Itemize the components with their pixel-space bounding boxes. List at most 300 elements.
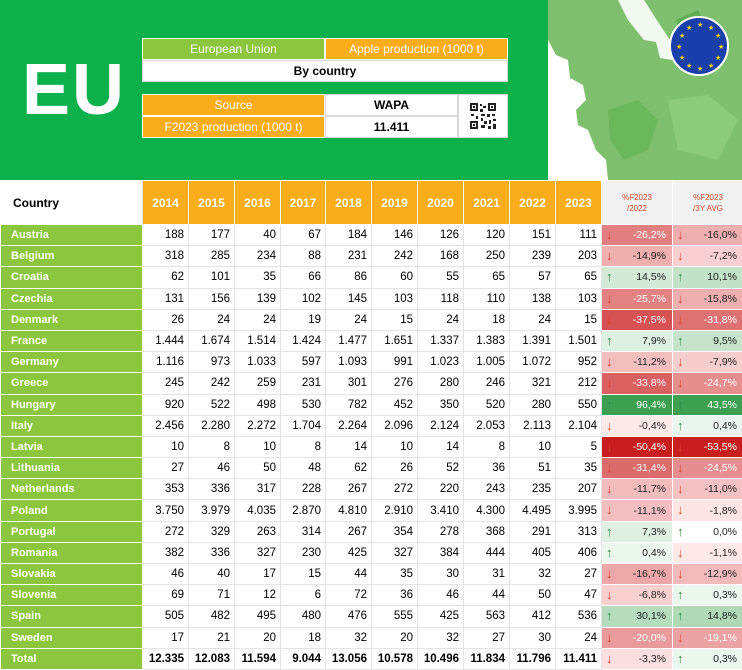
production-value: 110 <box>464 288 510 309</box>
pct-value: -1,1% <box>710 547 737 559</box>
production-table <box>0 180 742 670</box>
pct-value: -31,4% <box>633 462 666 474</box>
pct-change-vs-2022 <box>602 500 673 521</box>
pct-change-vs-2022 <box>602 564 673 585</box>
pct-value: -11,2% <box>634 356 667 368</box>
production-value: 782 <box>326 394 372 415</box>
production-value: 220 <box>418 479 464 500</box>
production-value: 86 <box>326 267 372 288</box>
production-value: 242 <box>372 246 418 267</box>
arrow-down-icon: ↓ <box>606 482 613 495</box>
production-value: 102 <box>281 288 326 309</box>
production-value: 9.044 <box>281 648 326 669</box>
production-value: 18 <box>464 309 510 330</box>
production-value: 146 <box>372 225 418 246</box>
production-value: 10 <box>143 436 189 457</box>
production-value: 482 <box>189 606 235 627</box>
production-value: 1.116 <box>143 352 189 373</box>
pct-value: 30,1% <box>636 610 666 622</box>
arrow-up-icon: ↑ <box>677 525 684 538</box>
production-value: 62 <box>143 267 189 288</box>
arrow-up-icon: ↑ <box>606 398 613 411</box>
total-label: Total <box>1 648 143 669</box>
breakdown-label: By country <box>142 60 508 82</box>
production-value: 920 <box>143 394 189 415</box>
year-header: 2018 <box>326 181 372 225</box>
arrow-down-icon: ↓ <box>677 292 684 305</box>
table-row <box>1 415 742 436</box>
production-value: 3.410 <box>418 500 464 521</box>
arrow-up-icon: ↑ <box>677 609 684 622</box>
production-value: 10 <box>235 436 281 457</box>
country-name: Slovenia <box>1 585 143 606</box>
table-row <box>1 288 742 309</box>
production-value: 406 <box>556 542 602 563</box>
arrow-down-icon: ↓ <box>677 313 684 326</box>
production-value: 46 <box>143 564 189 585</box>
pct-change-vs-2022 <box>602 585 673 606</box>
production-value: 228 <box>281 479 326 500</box>
production-value: 35 <box>235 267 281 288</box>
pct-change-vs-2022 <box>602 648 673 669</box>
table-header-row <box>1 181 742 225</box>
production-value: 24 <box>510 309 556 330</box>
production-value: 47 <box>556 585 602 606</box>
pct-change-vs-2022 <box>602 542 673 563</box>
arrow-up-icon: ↑ <box>606 270 613 283</box>
country-name: Slovakia <box>1 564 143 585</box>
pct-value: -33,8% <box>633 377 666 389</box>
pct-change-vs-2022 <box>602 246 673 267</box>
arrow-down-icon: ↓ <box>606 440 613 453</box>
production-value: 46 <box>189 458 235 479</box>
pct-change-vs-2022 <box>602 352 673 373</box>
production-value: 20 <box>372 627 418 648</box>
production-value: 10.578 <box>372 648 418 669</box>
production-value: 12.083 <box>189 648 235 669</box>
arrow-down-icon: ↓ <box>677 567 684 580</box>
pct-change-vs-3y-avg <box>673 352 742 373</box>
production-value: 48 <box>281 458 326 479</box>
country-name: Lithuania <box>1 458 143 479</box>
production-value: 30 <box>418 564 464 585</box>
country-name: Spain <box>1 606 143 627</box>
production-value: 44 <box>326 564 372 585</box>
production-value: 50 <box>510 585 556 606</box>
production-value: 382 <box>143 542 189 563</box>
production-value: 550 <box>556 394 602 415</box>
production-value: 301 <box>326 373 372 394</box>
production-value: 126 <box>418 225 464 246</box>
pct-value: -24,5% <box>704 462 737 474</box>
arrow-down-icon: ↓ <box>606 292 613 305</box>
production-value: 495 <box>235 606 281 627</box>
production-value: 1.033 <box>235 352 281 373</box>
production-value: 425 <box>418 606 464 627</box>
arrow-up-icon: ↑ <box>606 525 613 538</box>
pct-value: -25,7% <box>633 293 666 305</box>
pct-change-vs-3y-avg <box>673 288 742 309</box>
arrow-down-icon: ↓ <box>677 503 684 516</box>
production-value: 14 <box>418 436 464 457</box>
country-column-header: Country <box>1 181 143 225</box>
year-header: 2015 <box>189 181 235 225</box>
production-value: 2.113 <box>510 415 556 436</box>
pct-change-vs-3y-avg <box>673 521 742 542</box>
production-value: 69 <box>143 585 189 606</box>
production-value: 1.674 <box>189 330 235 351</box>
production-value: 55 <box>418 267 464 288</box>
pct-value: -11,7% <box>634 483 667 495</box>
table-row <box>1 542 742 563</box>
pct-value: -53,5% <box>704 441 737 453</box>
arrow-down-icon: ↓ <box>677 228 684 241</box>
production-value: 13.056 <box>326 648 372 669</box>
production-value: 12.335 <box>143 648 189 669</box>
production-value: 313 <box>556 521 602 542</box>
arrow-down-icon: ↓ <box>606 461 613 474</box>
production-value: 11.411 <box>556 648 602 669</box>
pct-value: 0,4% <box>642 547 666 559</box>
production-value: 1.072 <box>510 352 556 373</box>
production-value: 8 <box>464 436 510 457</box>
production-value: 27 <box>556 564 602 585</box>
table-row <box>1 373 742 394</box>
production-value: 52 <box>418 458 464 479</box>
production-value: 2.264 <box>326 415 372 436</box>
country-name: Poland <box>1 500 143 521</box>
pct-change-vs-3y-avg <box>673 267 742 288</box>
production-value: 425 <box>326 542 372 563</box>
eu-flag-icon: ★ ★ ★ ★ ★ ★ ★ ★ ★ ★ ★ ★ <box>669 16 729 76</box>
pct-value: 0,3% <box>713 589 737 601</box>
pct-change-vs-3y-avg <box>673 394 742 415</box>
arrow-down-icon: ↓ <box>606 567 613 580</box>
production-value: 505 <box>143 606 189 627</box>
production-value: 15 <box>556 309 602 330</box>
pct-value: 96,4% <box>636 399 666 411</box>
production-value: 44 <box>464 585 510 606</box>
table-row <box>1 267 742 288</box>
source-label: Source <box>142 94 325 116</box>
production-value: 353 <box>143 479 189 500</box>
production-value: 15 <box>281 564 326 585</box>
pct-value: 43,5% <box>707 399 737 411</box>
arrow-down-icon: ↓ <box>606 503 613 516</box>
pct-change-vs-2022 <box>602 330 673 351</box>
total-row <box>1 648 742 669</box>
production-value: 1.514 <box>235 330 281 351</box>
production-value: 4.035 <box>235 500 281 521</box>
production-value: 103 <box>372 288 418 309</box>
pct-header-line: /2022 <box>602 203 672 214</box>
pct-change-vs-2022 <box>602 479 673 500</box>
pct-change-vs-2022 <box>602 309 673 330</box>
pct-value: -3,3% <box>639 653 666 665</box>
production-value: 1.477 <box>326 330 372 351</box>
production-value: 32 <box>418 627 464 648</box>
production-value: 480 <box>281 606 326 627</box>
pct-change-vs-3y-avg <box>673 500 742 521</box>
arrow-down-icon: ↓ <box>677 461 684 474</box>
pct-change-vs-3y-avg <box>673 225 742 246</box>
production-value: 10 <box>372 436 418 457</box>
pct-change-vs-2022 <box>602 225 673 246</box>
pct-change-vs-3y-avg <box>673 564 742 585</box>
pct-change-vs-3y-avg <box>673 542 742 563</box>
pct-value: -15,8% <box>704 293 737 305</box>
production-value: 1.704 <box>281 415 326 436</box>
production-value: 17 <box>143 627 189 648</box>
table-row <box>1 627 742 648</box>
production-value: 26 <box>143 309 189 330</box>
table-row <box>1 585 742 606</box>
production-value: 66 <box>281 267 326 288</box>
production-value: 336 <box>189 542 235 563</box>
arrow-up-icon: ↑ <box>677 334 684 347</box>
production-value: 21 <box>189 627 235 648</box>
arrow-down-icon: ↓ <box>606 313 613 326</box>
production-value: 246 <box>464 373 510 394</box>
source-value: WAPA <box>325 94 458 116</box>
production-value: 2.104 <box>556 415 602 436</box>
production-value: 26 <box>372 458 418 479</box>
production-value: 4.810 <box>326 500 372 521</box>
production-value: 101 <box>189 267 235 288</box>
production-value: 57 <box>510 267 556 288</box>
production-value: 267 <box>326 479 372 500</box>
production-value: 139 <box>235 288 281 309</box>
table-row <box>1 606 742 627</box>
production-value: 2.124 <box>418 415 464 436</box>
production-value: 452 <box>372 394 418 415</box>
pct-header-line: %F2023 <box>673 192 742 203</box>
pct-value: -20,0% <box>633 632 666 644</box>
pct-change-vs-3y-avg <box>673 246 742 267</box>
production-value: 1.501 <box>556 330 602 351</box>
production-value: 384 <box>418 542 464 563</box>
pct-value: -24,7% <box>704 377 737 389</box>
arrow-down-icon: ↓ <box>677 440 684 453</box>
production-value: 62 <box>326 458 372 479</box>
table-row <box>1 330 742 351</box>
production-value: 329 <box>189 521 235 542</box>
production-value: 17 <box>235 564 281 585</box>
pct-change-vs-3y-avg <box>673 330 742 351</box>
table-row <box>1 521 742 542</box>
production-value: 536 <box>556 606 602 627</box>
production-value: 203 <box>556 246 602 267</box>
production-value: 285 <box>189 246 235 267</box>
production-value: 1.023 <box>418 352 464 373</box>
production-value: 991 <box>372 352 418 373</box>
production-value: 184 <box>326 225 372 246</box>
year-header: 2021 <box>464 181 510 225</box>
production-value: 31 <box>464 564 510 585</box>
table-row <box>1 500 742 521</box>
arrow-up-icon: ↑ <box>677 270 684 283</box>
production-value: 35 <box>372 564 418 585</box>
production-value: 317 <box>235 479 281 500</box>
production-value: 350 <box>418 394 464 415</box>
arrow-down-icon: ↓ <box>677 249 684 262</box>
year-header: 2017 <box>281 181 326 225</box>
arrow-up-icon: ↑ <box>606 334 613 347</box>
production-value: 231 <box>281 373 326 394</box>
pct-value: -1,8% <box>710 505 737 517</box>
country-name: Belgium <box>1 246 143 267</box>
production-value: 32 <box>510 564 556 585</box>
production-value: 231 <box>326 246 372 267</box>
pct-change-vs-3y-avg <box>673 627 742 648</box>
year-header: 2014 <box>143 181 189 225</box>
arrow-down-icon: ↓ <box>606 249 613 262</box>
production-value: 8 <box>189 436 235 457</box>
arrow-up-icon: ↑ <box>677 398 684 411</box>
production-value: 3.979 <box>189 500 235 521</box>
pct-change-vs-2022 <box>602 458 673 479</box>
production-value: 2.910 <box>372 500 418 521</box>
production-value: 65 <box>464 267 510 288</box>
production-value: 5 <box>556 436 602 457</box>
production-value: 2.096 <box>372 415 418 436</box>
production-value: 40 <box>189 564 235 585</box>
pct-change-vs-2022 <box>602 288 673 309</box>
production-value: 24 <box>235 309 281 330</box>
pct-value: -11,1% <box>634 505 667 517</box>
qr-code-icon <box>458 94 508 138</box>
production-value: 555 <box>372 606 418 627</box>
production-value: 318 <box>143 246 189 267</box>
country-name: Czechia <box>1 288 143 309</box>
production-value: 24 <box>326 309 372 330</box>
pct-change-vs-3y-avg <box>673 458 742 479</box>
production-value: 230 <box>281 542 326 563</box>
production-value: 1.337 <box>418 330 464 351</box>
production-value: 243 <box>464 479 510 500</box>
pct-change-vs-3y-avg <box>673 585 742 606</box>
year-header: 2016 <box>235 181 281 225</box>
production-value: 4.495 <box>510 500 556 521</box>
pct-change-vs-3y-avg <box>673 606 742 627</box>
production-value: 405 <box>510 542 556 563</box>
pct-vs-3y-avg-header <box>673 181 742 225</box>
table-row <box>1 246 742 267</box>
pct-value: 10,1% <box>707 271 737 283</box>
arrow-down-icon: ↓ <box>606 588 613 601</box>
production-value: 239 <box>510 246 556 267</box>
arrow-down-icon: ↓ <box>606 631 613 644</box>
country-name: Italy <box>1 415 143 436</box>
production-value: 1.651 <box>372 330 418 351</box>
arrow-down-icon: ↓ <box>677 546 684 559</box>
production-value: 444 <box>464 542 510 563</box>
production-value: 24 <box>189 309 235 330</box>
pct-value: -12,9% <box>704 568 737 580</box>
pct-value: 0,0% <box>713 526 737 538</box>
arrow-down-icon: ↓ <box>606 228 613 241</box>
metric-label: Apple production (1000 t) <box>325 38 508 60</box>
table-row <box>1 458 742 479</box>
country-name: Netherlands <box>1 479 143 500</box>
production-value: 32 <box>326 627 372 648</box>
production-value: 8 <box>281 436 326 457</box>
production-value: 336 <box>189 479 235 500</box>
arrow-down-icon: ↓ <box>606 376 613 389</box>
pct-value: -19,1% <box>704 632 737 644</box>
production-value: 14 <box>326 436 372 457</box>
production-value: 36 <box>464 458 510 479</box>
pct-value: -26,2% <box>633 229 666 241</box>
production-value: 138 <box>510 288 556 309</box>
production-value: 11.594 <box>235 648 281 669</box>
country-name: Romania <box>1 542 143 563</box>
production-value: 2.280 <box>189 415 235 436</box>
production-value: 72 <box>326 585 372 606</box>
production-value: 151 <box>510 225 556 246</box>
pct-value: 14,5% <box>636 271 666 283</box>
country-name: France <box>1 330 143 351</box>
production-value: 11.796 <box>510 648 556 669</box>
pct-value: 9,5% <box>713 335 737 347</box>
production-value: 368 <box>464 521 510 542</box>
forecast-label: F2023 production (1000 t) <box>142 116 325 138</box>
production-value: 280 <box>510 394 556 415</box>
production-value: 1.444 <box>143 330 189 351</box>
production-value: 67 <box>281 225 326 246</box>
pct-value: -16,0% <box>704 229 737 241</box>
production-value: 6 <box>281 585 326 606</box>
production-value: 36 <box>372 585 418 606</box>
table-row <box>1 352 742 373</box>
pct-value: 14,8% <box>707 610 737 622</box>
pct-value: -7,2% <box>710 250 737 262</box>
production-value: 267 <box>326 521 372 542</box>
production-value: 118 <box>418 288 464 309</box>
country-name: Croatia <box>1 267 143 288</box>
pct-change-vs-3y-avg <box>673 436 742 457</box>
forecast-value: 11.411 <box>325 116 458 138</box>
production-value: 168 <box>418 246 464 267</box>
pct-value: -16,7% <box>633 568 666 580</box>
pct-value: 7,9% <box>642 335 666 347</box>
arrow-down-icon: ↓ <box>677 631 684 644</box>
production-value: 327 <box>372 542 418 563</box>
arrow-down-icon: ↓ <box>606 355 613 368</box>
pct-value: 0,3% <box>713 653 737 665</box>
production-value: 2.870 <box>281 500 326 521</box>
production-value: 235 <box>510 479 556 500</box>
production-value: 27 <box>143 458 189 479</box>
production-value: 3.750 <box>143 500 189 521</box>
production-value: 65 <box>556 267 602 288</box>
production-value: 46 <box>418 585 464 606</box>
production-value: 207 <box>556 479 602 500</box>
production-value: 973 <box>189 352 235 373</box>
production-value: 60 <box>372 267 418 288</box>
production-value: 314 <box>281 521 326 542</box>
production-value: 2.053 <box>464 415 510 436</box>
table-row <box>1 436 742 457</box>
production-value: 476 <box>326 606 372 627</box>
arrow-down-icon: ↓ <box>677 482 684 495</box>
pct-change-vs-2022 <box>602 606 673 627</box>
production-value: 291 <box>510 521 556 542</box>
production-value: 177 <box>189 225 235 246</box>
production-value: 19 <box>281 309 326 330</box>
pct-value: -0,4% <box>639 420 666 432</box>
pct-change-vs-3y-avg <box>673 415 742 436</box>
